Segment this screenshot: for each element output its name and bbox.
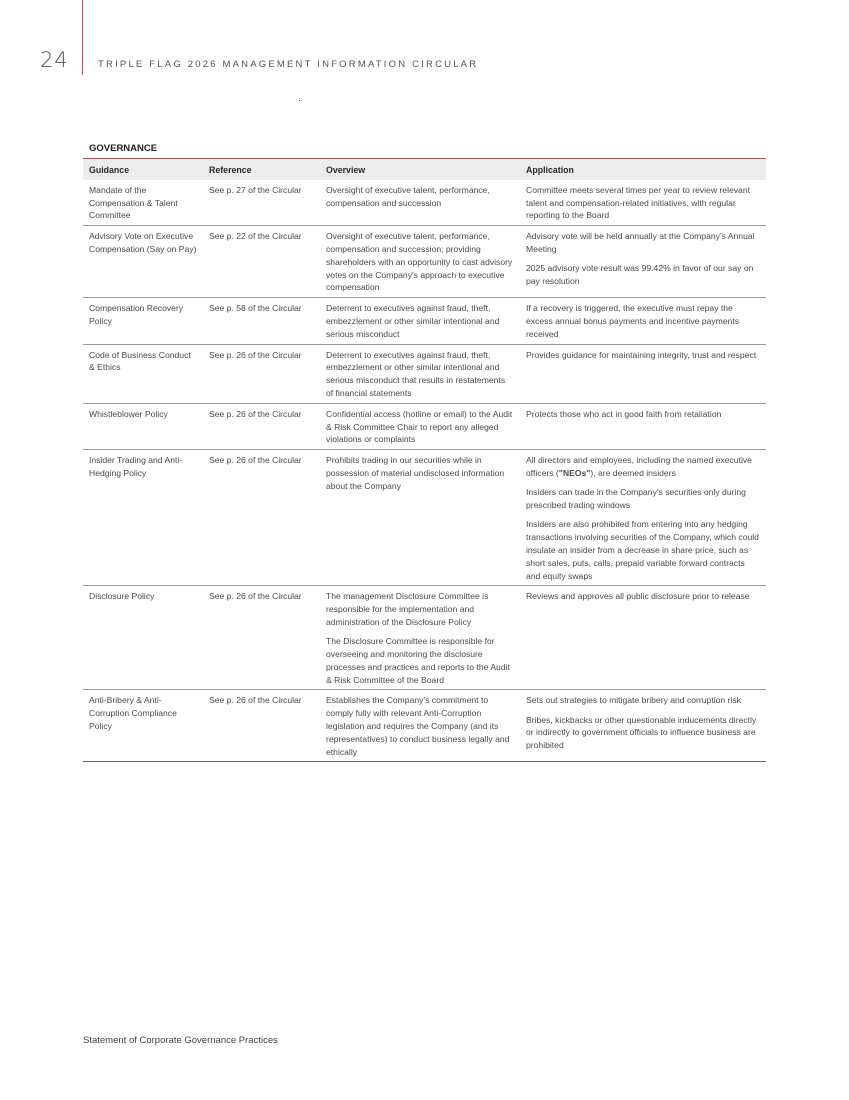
- section-title: GOVERNANCE: [89, 143, 158, 154]
- cell-application: [520, 586, 766, 690]
- governance-table: [83, 158, 766, 762]
- stray-dot: [299, 100, 300, 101]
- application-paragraph: Sets out strategies to mitigate bribery and corruption risk: [526, 695, 741, 706]
- cell-overview: [320, 403, 520, 449]
- table-row: [83, 690, 766, 762]
- overview-paragraph: Prohibits trading in our securities while in possession of material undisclosed information about the Company: [326, 455, 505, 491]
- table-header-row: [83, 159, 766, 180]
- cell-overview: [320, 586, 520, 690]
- application-paragraph: If a recovery is triggered, the executive must repay the excess annual bonus payments and incentive payments received: [526, 303, 740, 339]
- cell-overview: [320, 226, 520, 298]
- cell-reference: See p. 26 of the Circular: [203, 450, 320, 586]
- cell-reference: See p. 26 of the Circular: [203, 586, 320, 690]
- column-header-guidance: Guidance: [83, 159, 203, 180]
- cell-reference: See p. 58 of the Circular: [203, 298, 320, 344]
- cell-overview: [320, 450, 520, 586]
- application-paragraph: All directors and employees, including the named executive officers ("NEOs"), are deemed insiders: [526, 455, 752, 478]
- cell-guidance: Advisory Vote on Executive Compensation (Say on Pay): [83, 226, 203, 298]
- table-body: [83, 180, 766, 762]
- header-accent-rule: [82, 0, 83, 75]
- application-paragraph: Advisory vote will be held annually at the Company's Annual Meeting: [526, 231, 755, 254]
- cell-guidance: Code of Business Conduct & Ethics: [83, 344, 203, 403]
- cell-guidance: Anti-Bribery & Anti-Corruption Compliance Policy: [83, 690, 203, 762]
- application-paragraph: Bribes, kickbacks or other questionable inducements directly or indirectly to government officials to influence business are prohibited: [526, 714, 757, 751]
- page-number: 24: [40, 48, 69, 72]
- overview-paragraph: Establishes the Company's commitment to comply fully with relevant Anti-Corruption legislation and requires the Company (and its representatives) to conduct business legally and ethically: [326, 695, 510, 757]
- cell-overview: [320, 690, 520, 762]
- cell-guidance: Compensation Recovery Policy: [83, 298, 203, 344]
- cell-guidance: Disclosure Policy: [83, 586, 203, 690]
- application-paragraph: Protects those who act in good faith from retaliation: [526, 408, 722, 419]
- overview-paragraph: Oversight of executive talent, performance, compensation and succession; providing shareholders with an opportunity to cast advisory votes on the Company's approach to executive compensation: [326, 231, 513, 293]
- application-paragraph: Insiders can trade in the Company's securities only during prescribed trading windows: [526, 487, 746, 511]
- table-row: [83, 403, 766, 449]
- cell-application: [520, 450, 766, 586]
- table-row: [83, 180, 766, 226]
- table-row: [83, 298, 766, 344]
- table-row: [83, 450, 766, 586]
- column-header-overview: Overview: [320, 159, 520, 180]
- cell-reference: See p. 26 of the Circular: [203, 690, 320, 762]
- cell-overview: [320, 344, 520, 403]
- overview-paragraph: Confidential access (hotline or email) to the Audit & Risk Committee Chair to report any alleged violations or complaints: [326, 408, 513, 445]
- cell-guidance: Insider Trading and Anti-Hedging Policy: [83, 450, 203, 586]
- cell-reference: See p. 26 of the Circular: [203, 344, 320, 403]
- application-paragraph: 2025 advisory vote result was 99.42% in favor of our say on pay resolution: [526, 263, 754, 287]
- application-paragraph: Provides guidance for maintaining integrity, trust and respect: [526, 349, 757, 360]
- cell-overview: [320, 180, 520, 226]
- overview-paragraph: Oversight of executive talent, performance, compensation and succession: [326, 184, 490, 208]
- footer-text: Statement of Corporate Governance Practices: [83, 1035, 278, 1046]
- overview-paragraph: Deterrent to executives against fraud, theft, embezzlement or other similar intentional and serious misconduct that results in restatements of financial statements: [326, 349, 506, 398]
- overview-paragraph: Deterrent to executives against fraud, theft, embezzlement or other similar intentional and serious misconduct: [326, 303, 500, 339]
- application-paragraph: Committee meets several times per year to review relevant talent and compensation-related initiatives, with regular reporting to the Board: [526, 184, 750, 221]
- cell-application: [520, 344, 766, 403]
- table-row: [83, 586, 766, 690]
- column-header-reference: Reference: [203, 159, 320, 180]
- document-title: TRIPLE FLAG 2026 MANAGEMENT INFORMATION CIRCULAR: [98, 59, 479, 70]
- cell-reference: See p. 22 of the Circular: [203, 226, 320, 298]
- cell-application: [520, 180, 766, 226]
- application-paragraph: Reviews and approves all public disclosure prior to release: [526, 591, 750, 602]
- cell-application: [520, 690, 766, 762]
- table-row: [83, 344, 766, 403]
- overview-paragraph: The Disclosure Committee is responsible for overseeing and monitoring the disclosure processes and practices and reports to the Audit & Risk Committee of the Board: [326, 636, 510, 685]
- cell-guidance: Whistleblower Policy: [83, 403, 203, 449]
- application-paragraph: Insiders are also prohibited from entering into any hedging transactions involving securities of the Company, which could insulate an insider from a decrease in share price, such as short sales, puts, calls, prepaid variable forward contracts and equity swaps: [526, 519, 759, 581]
- cell-reference: See p. 27 of the Circular: [203, 180, 320, 226]
- column-header-application: Application: [520, 159, 766, 180]
- table-row: [83, 226, 766, 298]
- cell-guidance: Mandate of the Compensation & Talent Committee: [83, 180, 203, 226]
- cell-application: [520, 403, 766, 449]
- cell-application: [520, 226, 766, 298]
- cell-overview: [320, 298, 520, 344]
- cell-reference: See p. 26 of the Circular: [203, 403, 320, 449]
- cell-application: [520, 298, 766, 344]
- overview-paragraph: The management Disclosure Committee is responsible for the implementation and administration of the Disclosure Policy: [326, 591, 489, 627]
